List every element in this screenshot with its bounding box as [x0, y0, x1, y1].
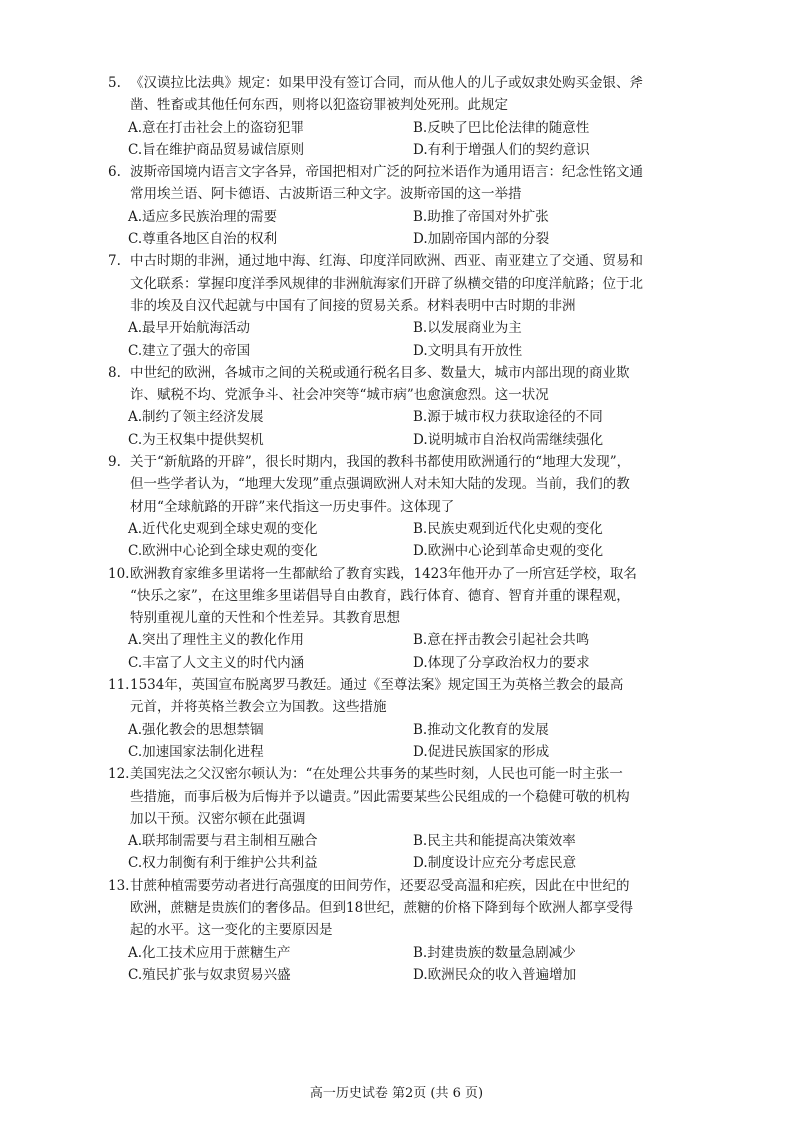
question-list — [0, 72, 793, 986]
answer-options — [128, 117, 793, 162]
answer-option-d: D.促进民族国家的形成 — [413, 743, 550, 760]
answer-option-c: C.加速国家法制化进程 — [128, 743, 264, 760]
answer-option-d: D.说明城市自治权尚需继续强化 — [413, 431, 604, 448]
question-item — [0, 161, 793, 250]
question-text-line: 《汉谟拉比法典》规定：如果甲没有签订合同，而从他人的儿子或奴隶处购买金银、斧 — [130, 75, 643, 91]
answer-option-a: A.突出了理性主义的教化作用 — [128, 632, 305, 649]
question-text — [130, 875, 670, 942]
answer-option-a: A.最早开始航海活动 — [128, 320, 251, 337]
question-item — [0, 674, 793, 763]
question-text-line: 关于“新航路的开辟”，很长时期内，我国的教科书都使用欧洲通行的“地理大发现”， — [130, 454, 631, 471]
question-text-line: 常用埃兰语、阿卡德语、古波斯语三种文字。波斯帝国的这一举措 — [130, 186, 522, 203]
question-text — [130, 451, 670, 518]
question-text — [130, 362, 670, 407]
answer-options — [128, 317, 793, 362]
question-item — [0, 763, 793, 874]
answer-option-c: C.建立了强大的帝国 — [128, 342, 251, 359]
question-text-line: 波斯帝国境内语言文字各异，帝国把相对广泛的阿拉米语作为通用语言：纪念性铭文通 — [130, 164, 643, 181]
question-text — [130, 563, 670, 630]
answer-option-c: C.欧洲中心论到全球史观的变化 — [128, 543, 318, 560]
question-item — [0, 875, 793, 986]
answer-option-c: C.丰富了人文主义的时代内涵 — [128, 654, 305, 671]
question-text-line: 美国宪法之父汉密尔顿认为：“在处理公共事务的某些时刻，人民也可能一时主张一 — [130, 766, 623, 783]
question-number: 6. — [108, 164, 121, 181]
question-number: 8. — [108, 364, 121, 381]
answer-option-d: D.文明具有开放性 — [413, 342, 523, 359]
question-number: 5. — [108, 75, 121, 91]
answer-options — [128, 406, 793, 451]
answer-option-b: B.民主共和能提高决策效率 — [413, 833, 576, 850]
question-text-line: 些措施，而事后极为后悔并予以谴责。”因此需要某些公民组成的一个稳健可敬的机构 — [130, 788, 630, 805]
question-text — [130, 161, 670, 206]
question-text-line: 材用“全球航路的开辟”来代指这一历史事件。这体现了 — [130, 498, 455, 515]
answer-option-b: B.反映了巴比伦法律的随意性 — [413, 119, 590, 136]
question-text-line: 诈、赋税不均、党派争斗、社会冲突等“城市病”也愈演愈烈。这一状况 — [130, 387, 549, 404]
question-stem — [110, 674, 670, 719]
question-stem — [110, 161, 670, 206]
answer-option-c: C.权力制衡有利于维护公共利益 — [128, 855, 318, 872]
answer-option-c: C.尊重各地区自治的权利 — [128, 231, 278, 248]
answer-options — [128, 629, 793, 674]
question-item — [0, 72, 793, 161]
answer-options — [128, 719, 793, 764]
answer-option-b: B.以发展商业为主 — [413, 320, 522, 337]
question-item — [0, 451, 793, 562]
answer-options — [128, 206, 793, 251]
answer-options — [128, 518, 793, 563]
question-text-line: 特别重视儿童的天性和个性差异。其教育思想 — [130, 610, 400, 627]
answer-option-a: A.强化教会的思想禁锢 — [128, 721, 264, 738]
question-text-line: 中世纪的欧洲，各城市之间的关税或通行税名目多、数量大，城市内部出现的商业欺 — [130, 364, 630, 381]
question-stem — [110, 875, 670, 942]
answer-option-a: A.近代化史观到全球史观的变化 — [128, 520, 318, 537]
question-number: 11. — [108, 677, 130, 694]
answer-option-c: C.为王权集中提供契机 — [128, 431, 264, 448]
question-number: 10. — [108, 565, 130, 582]
answer-option-d: D.有利于增强人们的契约意识 — [413, 141, 590, 158]
question-stem — [110, 72, 670, 117]
question-text-line: 文化联系：掌握印度洋季风规律的非洲航海家们开辟了纵横交错的印度洋航路；位于北 — [130, 275, 643, 292]
question-number: 7. — [108, 253, 121, 270]
answer-option-d: D.制度设计应充分考虑民意 — [413, 855, 577, 872]
answer-option-b: B.助推了帝国对外扩张 — [413, 208, 549, 225]
question-stem — [110, 250, 670, 317]
answer-option-a: A.联邦制需要与君主制相互融合 — [128, 833, 318, 850]
answer-options — [128, 830, 793, 875]
question-text-line: 但一些学者认为，“地理大发现”重点强调欧洲人对未知大陆的发现。当前，我们的教 — [130, 476, 630, 493]
answer-option-d: D.欧洲民众的收入普遍增加 — [413, 966, 577, 983]
question-stem — [110, 563, 670, 630]
question-text — [130, 250, 670, 317]
question-number: 12. — [108, 766, 130, 783]
question-text-line: 加以干预。汉密尔顿在此强调 — [130, 810, 306, 827]
answer-option-b: B.推动文化教育的发展 — [413, 721, 549, 738]
answer-option-a: A.制约了领主经济发展 — [128, 409, 264, 426]
question-text — [130, 674, 670, 719]
question-text-line: “快乐之家”，在这里维多里诺倡导自由教育，践行体育、德育、智育并重的课程观， — [130, 587, 630, 604]
question-text-line: 元首，并将英格兰教会立为国教。这些措施 — [130, 699, 387, 716]
question-text — [130, 72, 670, 117]
question-number: 9. — [108, 454, 121, 471]
question-stem — [110, 451, 670, 518]
question-item — [0, 362, 793, 451]
question-item — [0, 250, 793, 361]
answer-option-a: A.意在打击社会上的盗窃犯罪 — [128, 119, 305, 136]
answer-option-a: A.化工技术应用于蔗糖生产 — [128, 944, 291, 961]
answer-option-b: B.意在抨击教会引起社会共鸣 — [413, 632, 590, 649]
answer-options — [128, 942, 793, 987]
answer-option-d: D.欧洲中心论到革命史观的变化 — [413, 543, 604, 560]
question-text-line: 非的埃及自汉代起就与中国有了间接的贸易关系。材料表明中古时期的非洲 — [130, 297, 576, 314]
question-text-line: 欧洲教育家维多里诺将一生都献给了教育实践，1423年他开办了一所宫廷学校，取名 — [130, 565, 637, 582]
question-stem — [110, 763, 670, 830]
answer-option-d: D.加剧帝国内部的分裂 — [413, 231, 550, 248]
answer-option-c: C.旨在维护商品贸易诚信原则 — [128, 141, 305, 158]
question-text-line: 1534年，英国宣布脱离罗马教廷。通过《至尊法案》规定国王为英格兰教会的最高 — [130, 677, 624, 694]
question-text-line: 起的水平。这一变化的主要原因是 — [130, 922, 333, 939]
answer-option-d: D.体现了分享政治权力的要求 — [413, 654, 590, 671]
answer-option-a: A.适应多民族治理的需要 — [128, 208, 278, 225]
question-text — [130, 763, 670, 830]
question-number: 13. — [108, 877, 130, 894]
question-text-line: 甘蔗种植需要劳动者进行高强度的田间劳作，还要忍受高温和疟疾，因此在中世纪的 — [130, 877, 630, 894]
page-footer: 高一历史试卷 第2页 (共 6 页) — [309, 1086, 484, 1101]
answer-option-c: C.殖民扩张与奴隶贸易兴盛 — [128, 966, 291, 983]
question-text-line: 凿、牲畜或其他任何东西，则将以犯盗窃罪被判处死刑。此规定 — [130, 97, 508, 114]
question-text-line: 欧洲，蔗糖是贵族们的奢侈品。但到18世纪，蔗糖的价格下降到每个欧洲人都享受得 — [130, 899, 634, 916]
question-text-line: 中古时期的非洲，通过地中海、红海、印度洋同欧洲、西亚、南亚建立了交通、贸易和 — [130, 253, 643, 270]
answer-option-b: B.源于城市权力获取途径的不同 — [413, 409, 603, 426]
answer-option-b: B.民族史观到近代化史观的变化 — [413, 520, 603, 537]
answer-option-b: B.封建贵族的数量急剧减少 — [413, 944, 576, 961]
question-stem — [110, 362, 670, 407]
question-item — [0, 563, 793, 674]
